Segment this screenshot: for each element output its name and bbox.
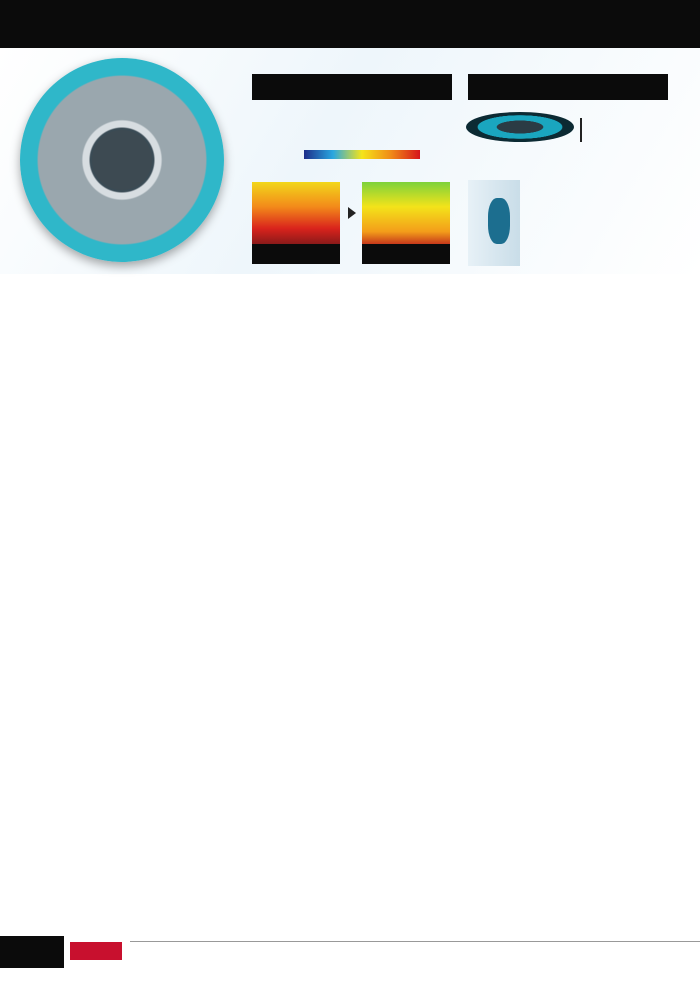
footer-page-box bbox=[0, 936, 64, 968]
fan-unit-image bbox=[20, 58, 224, 262]
without-jacket-label bbox=[252, 244, 340, 264]
footer-divider bbox=[130, 941, 700, 942]
thermal-image-without bbox=[252, 182, 340, 244]
compare-title bbox=[252, 74, 452, 100]
thermal-image-with bbox=[362, 182, 450, 244]
with-jacket-label bbox=[362, 244, 450, 264]
page-header bbox=[0, 0, 700, 48]
arrow-right-icon bbox=[348, 207, 356, 219]
dimension-line bbox=[580, 118, 582, 142]
flat-unit-title bbox=[468, 74, 668, 100]
airflow-diagram bbox=[468, 180, 520, 266]
brand-logo bbox=[70, 942, 122, 960]
temperature-scale bbox=[304, 150, 420, 159]
flat-fan-image bbox=[466, 112, 574, 142]
